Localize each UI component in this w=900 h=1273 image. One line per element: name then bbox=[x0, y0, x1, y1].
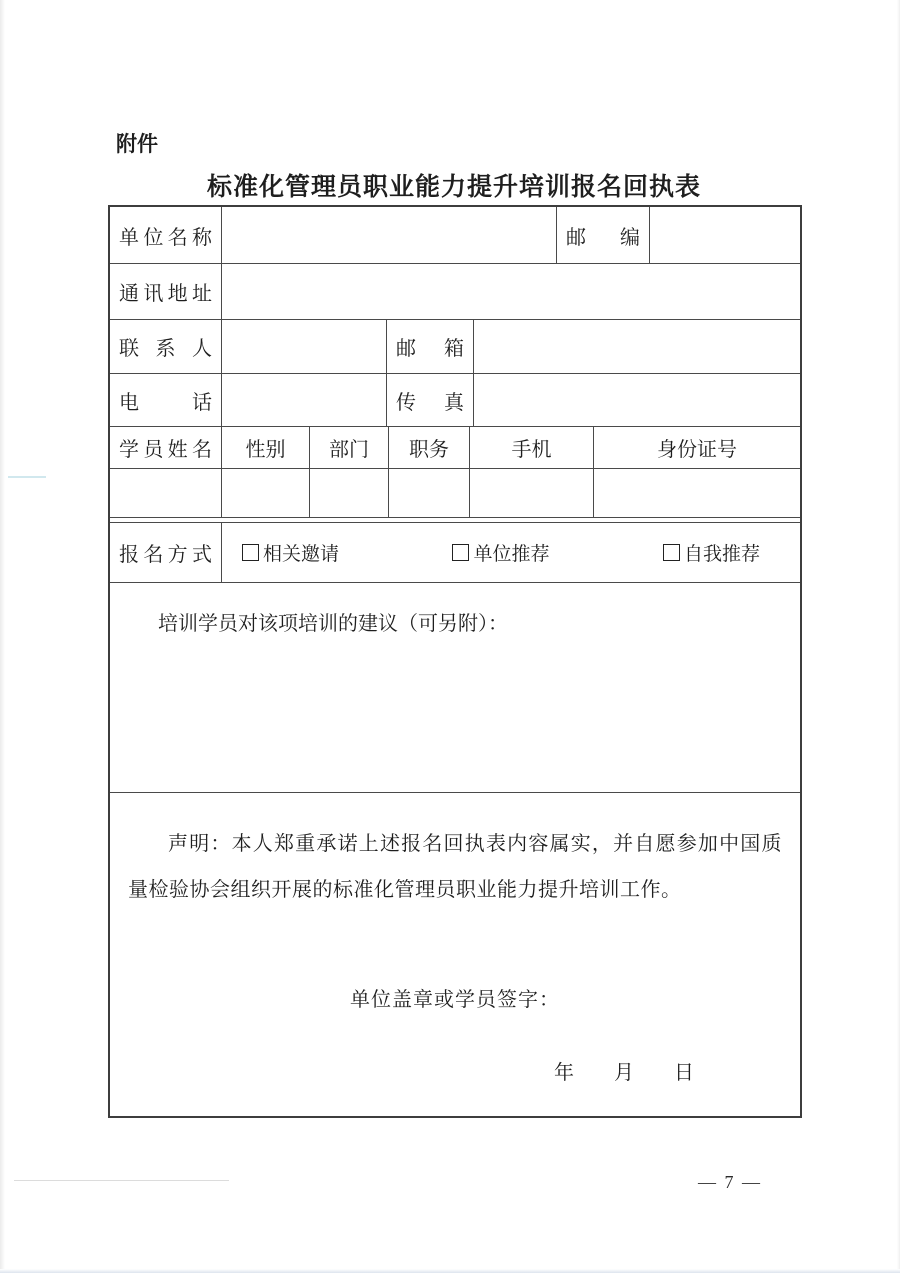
attachment-label: 附件 bbox=[116, 132, 158, 156]
id-number-header: 身份证号 bbox=[657, 439, 737, 461]
option-self-recommend bbox=[663, 539, 760, 566]
checkbox-icon bbox=[663, 544, 680, 561]
phone-field bbox=[222, 374, 387, 426]
contact-field bbox=[222, 320, 387, 373]
unit-name-label: 单位名称 bbox=[110, 207, 222, 263]
scan-edge-bottom bbox=[0, 1269, 900, 1273]
unit-name-field bbox=[222, 207, 557, 263]
declaration-text: 声明：本人郑重承诺上述报名回执表内容属实，并自愿参加中国质量检验协会组织开展的标准化管理员职业能力提升培训工作。 bbox=[128, 833, 782, 901]
postal-code-field bbox=[650, 207, 800, 263]
row-contact bbox=[110, 320, 800, 374]
checkbox-icon bbox=[452, 544, 469, 561]
option-label: 单位推荐 bbox=[473, 544, 550, 565]
row-declaration bbox=[110, 793, 800, 1116]
registration-options bbox=[222, 523, 800, 582]
email-field bbox=[474, 320, 800, 373]
option-invitation bbox=[242, 539, 339, 566]
suggestion-area bbox=[110, 583, 800, 792]
department-header: 部门 bbox=[310, 427, 389, 468]
row-phone bbox=[110, 374, 800, 427]
address-field bbox=[222, 264, 800, 319]
phone-label: 电话 bbox=[110, 374, 222, 426]
fax-field bbox=[474, 374, 800, 426]
scan-artifact-line bbox=[14, 1180, 229, 1181]
option-unit-recommend bbox=[452, 539, 549, 566]
mobile-field bbox=[470, 469, 594, 517]
department-field bbox=[310, 469, 389, 517]
option-label: 相关邀请 bbox=[263, 544, 340, 565]
registration-method-label: 报名方式 bbox=[110, 523, 222, 582]
address-label: 通讯地址 bbox=[110, 264, 222, 319]
signature-prompt: 单位盖章或学员签字： bbox=[350, 989, 560, 1011]
student-name-field bbox=[110, 469, 222, 517]
suggestion-prompt: 培训学员对该项培训的建议（可另附）： bbox=[158, 613, 508, 635]
contact-label: 联系人 bbox=[110, 320, 222, 373]
form-title: 标准化管理员职业能力提升培训报名回执表 bbox=[206, 174, 701, 201]
row-address bbox=[110, 264, 800, 320]
declaration-area bbox=[110, 793, 800, 1116]
student-name-header: 学员姓名 bbox=[110, 427, 222, 468]
row-unit-name bbox=[110, 207, 800, 264]
scan-artifact-line bbox=[8, 476, 46, 478]
gender-header: 性别 bbox=[222, 427, 310, 468]
fax-label: 传真 bbox=[387, 374, 474, 426]
registration-form-table bbox=[108, 205, 802, 1118]
postal-code-label: 邮编 bbox=[557, 207, 650, 263]
option-label: 自我推荐 bbox=[683, 544, 760, 565]
mobile-header: 手机 bbox=[470, 427, 594, 468]
row-student-headers bbox=[110, 427, 800, 469]
page-number: — 7 — bbox=[698, 1172, 762, 1192]
position-header: 职务 bbox=[389, 427, 470, 468]
email-label: 邮箱 bbox=[387, 320, 474, 373]
date-line: 年 月 日 bbox=[554, 1062, 694, 1084]
position-field bbox=[389, 469, 470, 517]
gender-field bbox=[222, 469, 310, 517]
row-registration-method bbox=[110, 522, 800, 583]
checkbox-icon bbox=[242, 544, 259, 561]
scan-edge-left bbox=[0, 0, 5, 1273]
id-number-field bbox=[594, 469, 800, 517]
row-suggestion bbox=[110, 583, 800, 793]
row-student-entry bbox=[110, 469, 800, 518]
